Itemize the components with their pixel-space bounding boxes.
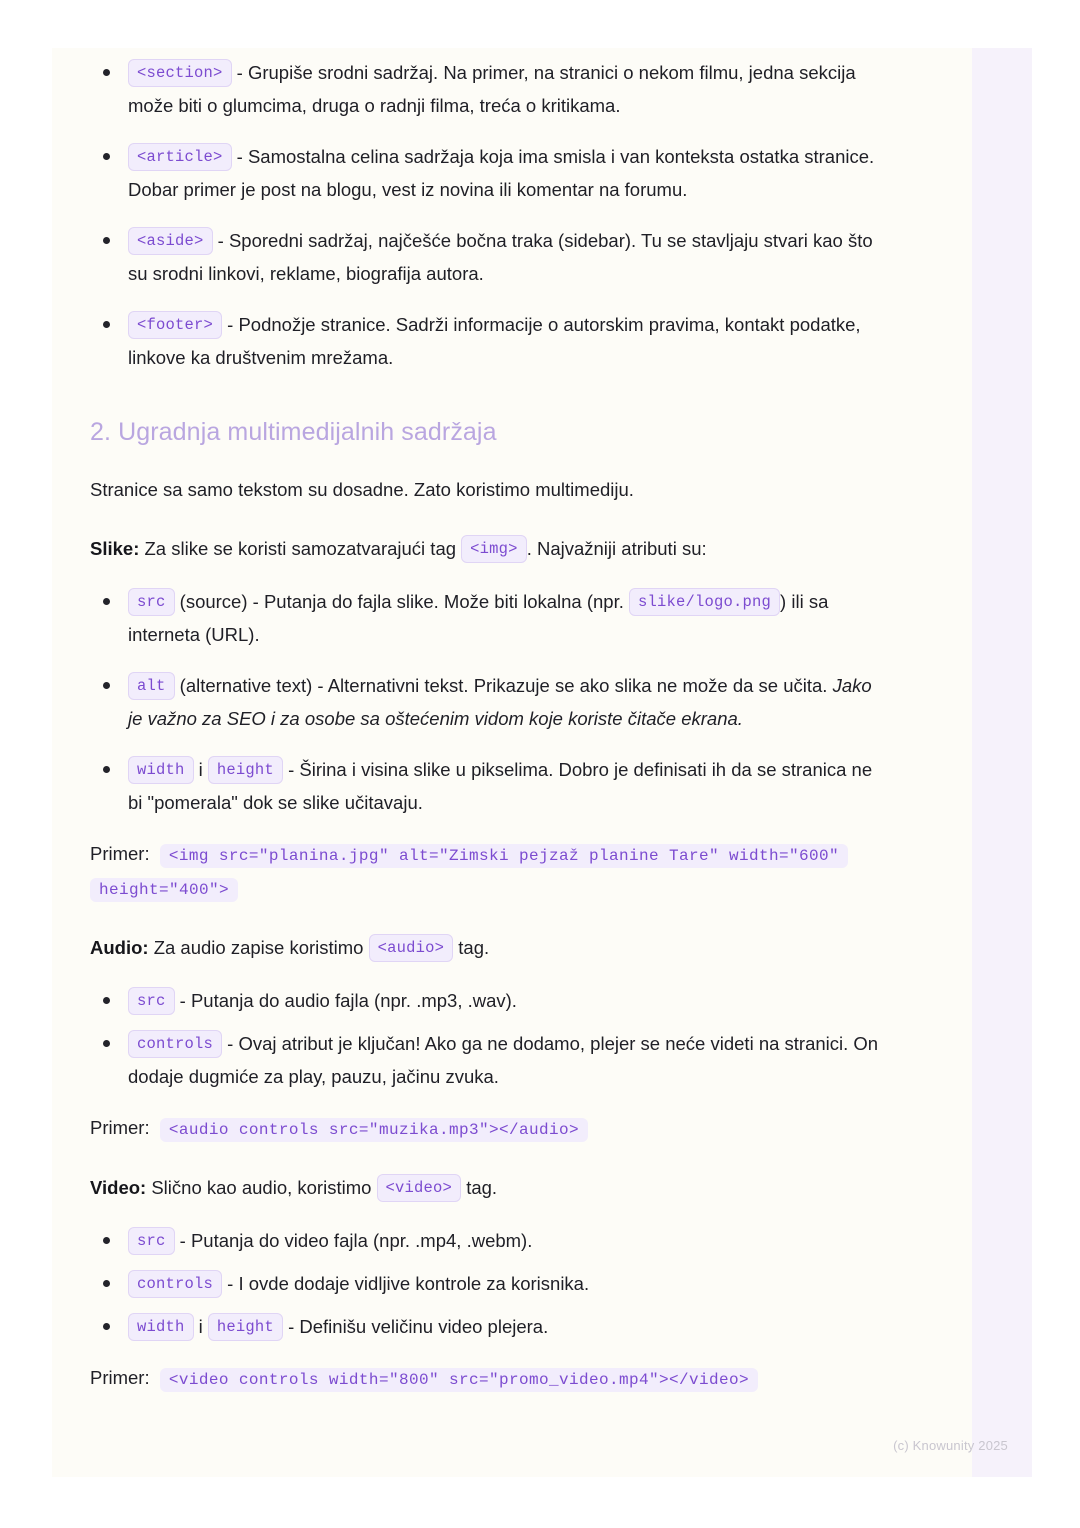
code-attr-controls: controls [128,1030,222,1058]
code-attr-height: height [208,1313,283,1341]
list-item-text-tail: - Širina i visina slike u pikselima. Dobro je definisati ih da se stranica ne bi "pomerala" dok se slike učitavaju. [128,759,873,813]
code-attr-width: width [128,756,194,784]
image-attributes-list [90,585,880,819]
code-attr-alt: alt [128,672,175,700]
example-label: Primer: [90,1117,150,1138]
images-lead-paragraph [90,532,880,565]
images-lead-label: Slike: [90,538,140,559]
list-item-text: - Samostalna celina sadržaja koja ima smisla i van konteksta ostatka stranice. Dobar primer je post na blogu, vest iz novina ili komentar na forumu. [128,146,875,200]
sheet-right-margin-strip [972,48,1032,1477]
example-label: Primer: [90,843,150,864]
list-item-text: (source) - Putanja do fajla slike. Može biti lokalna (npr. [174,591,630,612]
document-sheet [52,48,1032,1477]
document-content [90,48,880,1421]
list-item-joiner: i [198,1316,203,1337]
video-attributes-list [90,1224,880,1343]
code-path-logo: slike/logo.png [629,588,780,616]
list-item-text-tail: - Definišu veličinu video plejera. [282,1316,549,1337]
audio-attributes-list [90,984,880,1093]
image-example-row [90,837,880,905]
code-tag-video: <video> [377,1174,462,1202]
list-item [90,1224,880,1257]
code-attr-height: height [208,756,283,784]
section-heading-multimedia: 2. Ugradnja multimedijalnih sadržaja [90,418,497,446]
code-tag-section: <section> [128,59,232,87]
video-example-row [90,1361,880,1395]
list-item [90,753,880,819]
list-item [90,140,880,206]
example-label: Primer: [90,1367,150,1388]
watermark: (c) Knowunity 2025 [893,1438,1008,1453]
list-item-joiner: i [198,759,203,780]
audio-lead-text-after: tag. [453,937,490,958]
list-item-emphasis: Jako je važno za SEO i za osobe sa oštećenim vidom koje koriste čitače ekrana. [128,675,872,729]
list-item [90,308,880,374]
code-example-video: <video controls width="800" src="promo_video.mp4"></video> [160,1368,758,1392]
list-item [90,224,880,290]
list-item-text-tail: ) ili sa interneta (URL). [128,591,829,645]
list-item [90,585,880,651]
code-attr-controls: controls [128,1270,222,1298]
audio-lead-text-before: Za audio zapise koristimo [148,937,369,958]
list-item-text: - Putanja do video fajla (npr. .mp4, .webm). [174,1230,533,1251]
code-example-img: <img src="planina.jpg" alt="Zimski pejzaž planine Tare" width="600" height="400"> [90,844,848,902]
code-tag-img: <img> [461,535,527,563]
code-attr-src: src [128,987,175,1015]
images-lead-text-after: . Najvažniji atributi su: [526,538,707,559]
list-item-text: (alternative text) - Alternativni tekst. Prikazuje se ako slika ne može da se učita. [174,675,833,696]
code-example-audio: <audio controls src="muzika.mp3"></audio> [160,1118,588,1142]
list-item-text: - I ovde dodaje vidljive kontrole za korisnika. [222,1273,590,1294]
list-item-text: - Grupiše srodni sadržaj. Na primer, na stranici o nekom filmu, jedna sekcija može biti o glumcima, druga o radnji filma, treća o kritikama. [128,62,856,116]
list-item [90,1310,880,1343]
video-lead-label: Video: [90,1177,147,1198]
list-item-text: - Ovaj atribut je ključan! Ako ga ne dodamo, plejer se neće videti na stranici. On dodaje dugmiće za play, pauzu, jačinu zvuka. [128,1033,879,1087]
list-item-text: - Sporedni sadržaj, najčešće bočna traka (sidebar). Tu se stavljaju stvari kao što su srodni linkovi, reklame, biografija autora. [128,230,873,284]
code-tag-audio: <audio> [369,934,454,962]
video-lead-text-before: Slično kao audio, koristimo [146,1177,377,1198]
code-attr-src: src [128,1227,175,1255]
audio-lead-label: Audio: [90,937,149,958]
code-tag-footer: <footer> [128,311,222,339]
code-attr-src: src [128,588,175,616]
list-item [90,984,880,1017]
video-lead-paragraph [90,1171,880,1204]
video-lead-text-after: tag. [461,1177,498,1198]
audio-example-row [90,1111,880,1145]
semantic-tags-list [90,56,880,374]
section-intro-paragraph: Stranice sa samo tekstom su dosadne. Zato koristimo multimediju. [90,479,634,500]
list-item-text: - Putanja do audio fajla (npr. .mp3, .wav). [174,990,517,1011]
code-tag-aside: <aside> [128,227,213,255]
list-item [90,1267,880,1300]
audio-lead-paragraph [90,931,880,964]
images-lead-text-before: Za slike se koristi samozatvarajući tag [139,538,462,559]
list-item [90,669,880,735]
list-item [90,1027,880,1093]
list-item [90,56,880,122]
code-tag-article: <article> [128,143,232,171]
code-attr-width: width [128,1313,194,1341]
list-item-text: - Podnožje stranice. Sadrži informacije o autorskim pravima, kontakt podatke, linkove ka društvenim mrežama. [128,314,861,368]
